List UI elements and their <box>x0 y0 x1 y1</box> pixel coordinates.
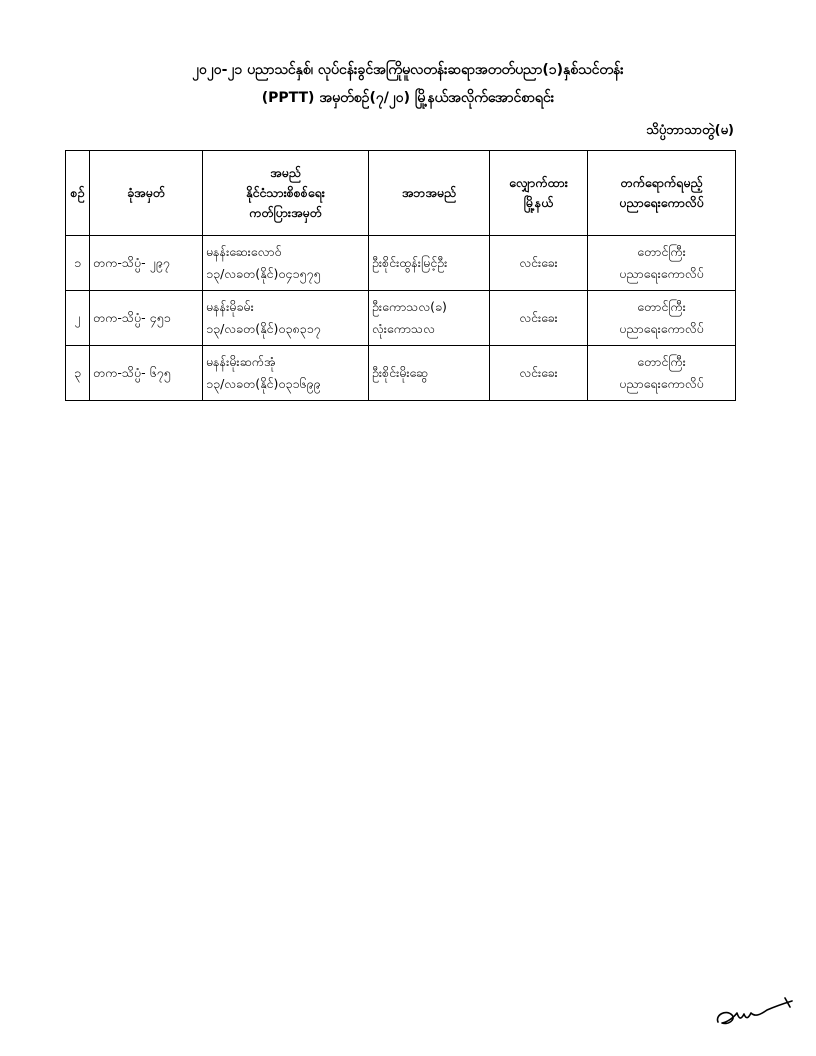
row-father-name: ဦးစိုင်းထွန်းမြင့်ဦး <box>369 236 490 291</box>
row-nrc: ၁၃/လခတ(နိုင်)၀၃၈၃၁၇ <box>206 321 321 336</box>
header-college-line-2: ပညာရေးကောလိပ် <box>619 195 704 210</box>
row-father-name: ဦးစိုင်းမိုးဆွေ <box>369 346 490 401</box>
header-name-nrc-line-2: နိုင်ငံသားစိစစ်ရေး <box>246 185 325 200</box>
row-father-name <box>369 291 490 346</box>
row-college <box>588 346 736 401</box>
row-serial: ၁ <box>66 236 90 291</box>
row-college <box>588 236 736 291</box>
header-name-nrc <box>203 151 369 236</box>
row-serial: ၃ <box>66 346 90 401</box>
row-nrc: ၁၃/လခတ(နိုင်)၀၄၁၅၇၅ <box>206 266 321 281</box>
row-nrc: ၁၃/လခတ(နိုင်)၀၃၁၆၉၉ <box>206 376 321 391</box>
row-name-nrc <box>203 236 369 291</box>
header-name-nrc-line-1: အမည် <box>270 165 301 180</box>
row-name: မနန်းဆေးလောဝ် <box>206 244 282 259</box>
row-name-nrc <box>203 291 369 346</box>
table-header-row <box>66 151 736 236</box>
row-township: လင်းခေး <box>490 346 588 401</box>
header-college <box>588 151 736 236</box>
row-township: လင်းခေး <box>490 291 588 346</box>
stream-label: သိပ္ပံဘာသာတွဲ(မ) <box>646 123 734 138</box>
row-serial: ၂ <box>66 291 90 346</box>
row-father-name-line-1: ဦးကောသလ(ခ) <box>372 299 447 314</box>
row-roll-number: တက-သိပ္ပံ- ၆၇၅ <box>90 346 203 401</box>
row-father-name-line-2: လုံးကောသလ <box>372 321 435 336</box>
row-college-line-1: တောင်ကြီး <box>637 299 686 314</box>
row-college-line-2: ပညာရေးကောလိပ် <box>619 321 704 336</box>
row-name-nrc <box>203 346 369 401</box>
header-father-name: အဘအမည် <box>369 151 490 236</box>
row-college-line-1: တောင်ကြီး <box>637 354 686 369</box>
table-row <box>66 291 736 346</box>
document-title: ၂၀၂၀-၂၁ ပညာသင်နှစ်၊ လုပ်ငန်းခွင်အကြိုမူလတန်းဆရာအတတ်ပညာ(၁)နှစ်သင်တန်း <box>192 62 624 78</box>
row-college-line-2: ပညာရေးကောလိပ် <box>619 376 704 391</box>
document-subtitle: (PPTT) အမှတ်စဉ်(၇/၂၀) မြို့နယ်အလိုက်အောင်စာရင်း <box>261 90 555 106</box>
row-roll-number: တက-သိပ္ပံ- ၄၅၁ <box>90 291 203 346</box>
row-name: မနန်းမိုးဆက်အုံ <box>206 354 276 369</box>
table-row <box>66 236 736 291</box>
header-township-line-2: မြို့နယ် <box>523 195 554 210</box>
header-roll-number: ခုံအမှတ် <box>90 151 203 236</box>
header-college-line-1: တက်ရောက်ရမည့် <box>620 175 703 190</box>
header-serial: စဉ် <box>66 151 90 236</box>
header-township-line-1: လျှောက်ထား <box>509 175 568 190</box>
header-township <box>490 151 588 236</box>
row-college-line-2: ပညာရေးကောလိပ် <box>619 266 704 281</box>
row-college-line-1: တောင်ကြီး <box>637 244 686 259</box>
signature-icon <box>712 995 797 1030</box>
table-row <box>66 346 736 401</box>
results-table <box>65 150 736 401</box>
row-roll-number: တက-သိပ္ပံ- ၂၉၇ <box>90 236 203 291</box>
row-college <box>588 291 736 346</box>
row-township: လင်းခေး <box>490 236 588 291</box>
header-name-nrc-line-3: ကတ်ပြားအမှတ် <box>249 205 322 220</box>
row-name: မနန်းမိုခမ်း <box>206 299 254 314</box>
